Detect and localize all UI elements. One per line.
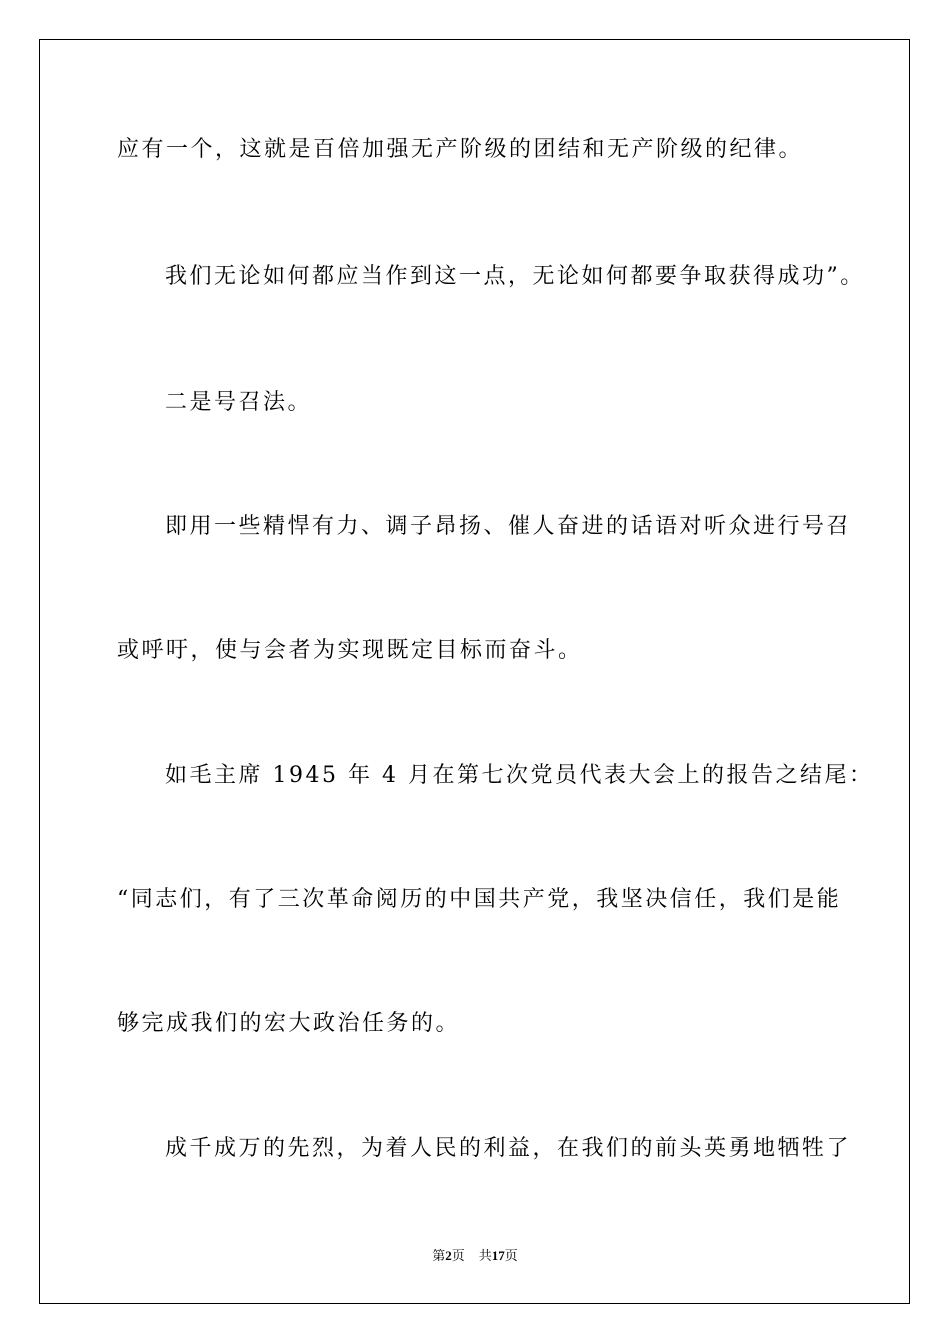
- page-number: 2: [445, 1248, 452, 1263]
- body-line-5: 或呼吁，使与会者为实现既定目标而奋斗。: [117, 638, 583, 663]
- body-line-9: 成千成万的先烈，为着人民的利益，在我们的前头英勇地牺牲了: [165, 1136, 852, 1161]
- total-suffix: 页: [504, 1249, 518, 1264]
- page-border: [39, 39, 910, 1304]
- body-line-1: 应有一个，这就是百倍加强无产阶级的团结和无产阶级的纪律。: [117, 137, 804, 162]
- page-footer: [0, 1245, 950, 1264]
- total-prefix: 共: [478, 1249, 492, 1264]
- body-line-2: 我们无论如何都应当作到这一点，无论如何都要争取获得成功”。: [165, 264, 865, 289]
- body-line-8: 够完成我们的宏大政治任务的。: [117, 1011, 461, 1036]
- body-line-6: 如毛主席 1945 年 4 月在第七次党员代表大会上的报告之结尾：: [165, 763, 874, 788]
- body-line-4: 即用一些精悍有力、调子昂扬、催人奋进的话语对听众进行号召: [165, 514, 852, 539]
- total-pages: 17: [491, 1248, 505, 1263]
- page-prefix: 第: [432, 1249, 446, 1264]
- body-line-7: “同志们，有了三次革命阅历的中国共产党，我坚决信任，我们是能: [117, 887, 842, 912]
- page-suffix: 页: [451, 1249, 465, 1264]
- body-line-3: 二是号召法。: [165, 390, 313, 415]
